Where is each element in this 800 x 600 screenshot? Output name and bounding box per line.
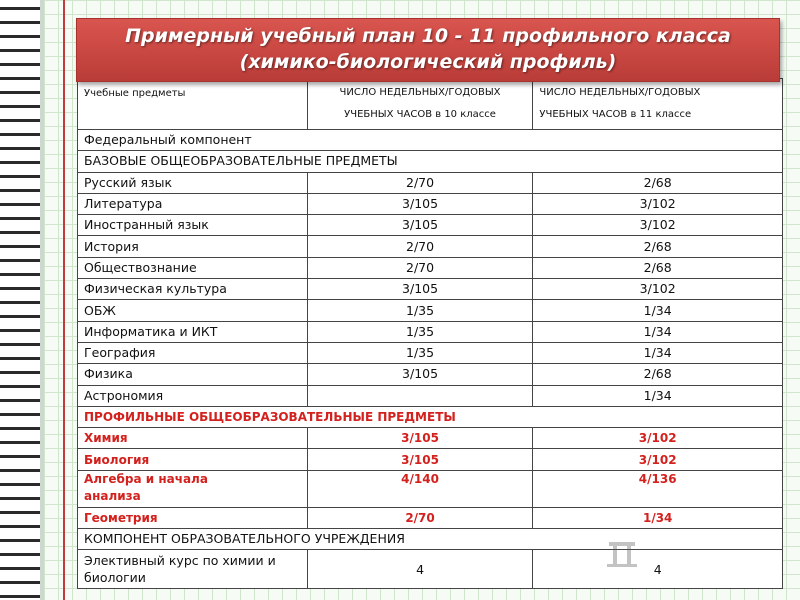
spiral-binding xyxy=(0,0,44,600)
subject-cell: История xyxy=(78,236,308,257)
table-row xyxy=(78,193,783,214)
grade11-cell: 3/102 xyxy=(533,193,783,214)
subject-cell: Русский язык xyxy=(78,172,308,193)
grade11-cell: 1/34 xyxy=(533,507,783,528)
table-row xyxy=(78,300,783,321)
elective-g11-cell: 4 xyxy=(533,550,783,589)
elective-g10-cell: 4 xyxy=(307,550,533,589)
subject-cell: География xyxy=(78,342,308,363)
grade10-cell: 1/35 xyxy=(307,321,533,342)
grade10-cell: 1/35 xyxy=(307,342,533,363)
table-header-row xyxy=(78,79,783,130)
subject-cell: Химия xyxy=(78,428,308,449)
curriculum-table xyxy=(77,78,783,589)
profile-subjects-body xyxy=(78,428,783,529)
grade11-cell: 4/136 xyxy=(533,470,783,507)
grade10-cell: 2/70 xyxy=(307,507,533,528)
header-subjects xyxy=(78,79,308,130)
table-row xyxy=(78,364,783,385)
header-grade11 xyxy=(533,79,783,130)
table-row xyxy=(78,385,783,406)
elective-subject-line2: биологии xyxy=(84,570,146,586)
subject-cell: Иностранный язык xyxy=(78,215,308,236)
institution-section-label: КОМПОНЕНТ ОБРАЗОВАТЕЛЬНОГО УЧРЕЖДЕНИЯ xyxy=(78,529,783,550)
grade11-cell: 1/34 xyxy=(533,300,783,321)
section-row-profile xyxy=(78,406,783,427)
grade11-cell: 1/34 xyxy=(533,342,783,363)
subject-cell: Обществознание xyxy=(78,257,308,278)
profile-section-label: ПРОФИЛЬНЫЕ ОБЩЕОБРАЗОВАТЕЛЬНЫЕ ПРЕДМЕТЫ xyxy=(78,406,783,427)
grade11-cell: 3/102 xyxy=(533,428,783,449)
header-grade10-line1: ЧИСЛО НЕДЕЛЬНЫХ/ГОДОВЫХ xyxy=(339,87,501,98)
title-line-1: Примерный учебный план 10 - 11 профильного класса xyxy=(125,25,731,47)
grade11-cell: 1/34 xyxy=(533,385,783,406)
grade11-cell: 3/102 xyxy=(533,449,783,470)
grade10-cell: 1/35 xyxy=(307,300,533,321)
grade10-cell: 4/140 xyxy=(307,470,533,507)
grade11-cell: 2/68 xyxy=(533,236,783,257)
grade10-cell: 2/70 xyxy=(307,236,533,257)
table-row xyxy=(78,507,783,528)
title-line-2: (химико-биологический профиль) xyxy=(239,51,617,73)
table-row xyxy=(78,321,783,342)
grade11-cell: 2/68 xyxy=(533,364,783,385)
grade10-cell: 3/105 xyxy=(307,279,533,300)
header-grade11-line1: ЧИСЛО НЕДЕЛЬНЫХ/ГОДОВЫХ xyxy=(539,87,701,98)
grade11-cell: 2/68 xyxy=(533,257,783,278)
subject-cell: Физика xyxy=(78,364,308,385)
table-row xyxy=(78,215,783,236)
basic-section-label: БАЗОВЫЕ ОБЩЕОБРАЗОВАТЕЛЬНЫЕ ПРЕДМЕТЫ xyxy=(78,151,783,172)
grade11-cell: 3/102 xyxy=(533,215,783,236)
subject-cell: Информатика и ИКТ xyxy=(78,321,308,342)
grade10-cell: 3/105 xyxy=(307,193,533,214)
table-row xyxy=(78,236,783,257)
subject-cell-line1: Алгебра и начала xyxy=(84,471,208,486)
margin-line xyxy=(63,0,65,600)
grade10-cell: 2/70 xyxy=(307,257,533,278)
subject-cell: ОБЖ xyxy=(78,300,308,321)
grade11-cell: 2/68 xyxy=(533,172,783,193)
header-grade10-line2: УЧЕБНЫХ ЧАСОВ в 10 классе xyxy=(344,109,496,120)
elective-subject-cell xyxy=(78,550,308,589)
table-row xyxy=(78,449,783,470)
tower-icon xyxy=(605,538,639,568)
grade10-cell: 3/105 xyxy=(307,428,533,449)
title-banner xyxy=(76,18,780,82)
section-row-basic xyxy=(78,151,783,172)
subject-cell: Биология xyxy=(78,449,308,470)
subject-cell: Астрономия xyxy=(78,385,308,406)
grade10-cell: 3/105 xyxy=(307,449,533,470)
table-row xyxy=(78,428,783,449)
federal-component-label: Федеральный компонент xyxy=(78,130,783,151)
table-row xyxy=(78,279,783,300)
subject-cell-line2: анализа xyxy=(84,488,141,503)
basic-subjects-body xyxy=(78,172,783,406)
grade10-cell: 3/105 xyxy=(307,364,533,385)
subject-cell: Литература xyxy=(78,193,308,214)
subject-cell: Геометрия xyxy=(78,507,308,528)
header-grade10 xyxy=(307,79,533,130)
table-row xyxy=(78,257,783,278)
grade10-cell: 2/70 xyxy=(307,172,533,193)
section-row-federal xyxy=(78,130,783,151)
header-grade11-line2: УЧЕБНЫХ ЧАСОВ в 11 классе xyxy=(539,109,692,120)
header-subjects-label: Учебные предметы xyxy=(84,88,186,99)
grade10-cell: 3/105 xyxy=(307,215,533,236)
subject-cell xyxy=(78,470,308,507)
grade11-cell: 3/102 xyxy=(533,279,783,300)
table-row xyxy=(78,470,783,507)
elective-subject-line1: Элективный курс по химии и xyxy=(84,553,276,569)
grade11-cell: 1/34 xyxy=(533,321,783,342)
table-row xyxy=(78,172,783,193)
grade10-cell xyxy=(307,385,533,406)
table-row xyxy=(78,342,783,363)
watermark-logo xyxy=(605,538,765,568)
subject-cell: Физическая культура xyxy=(78,279,308,300)
